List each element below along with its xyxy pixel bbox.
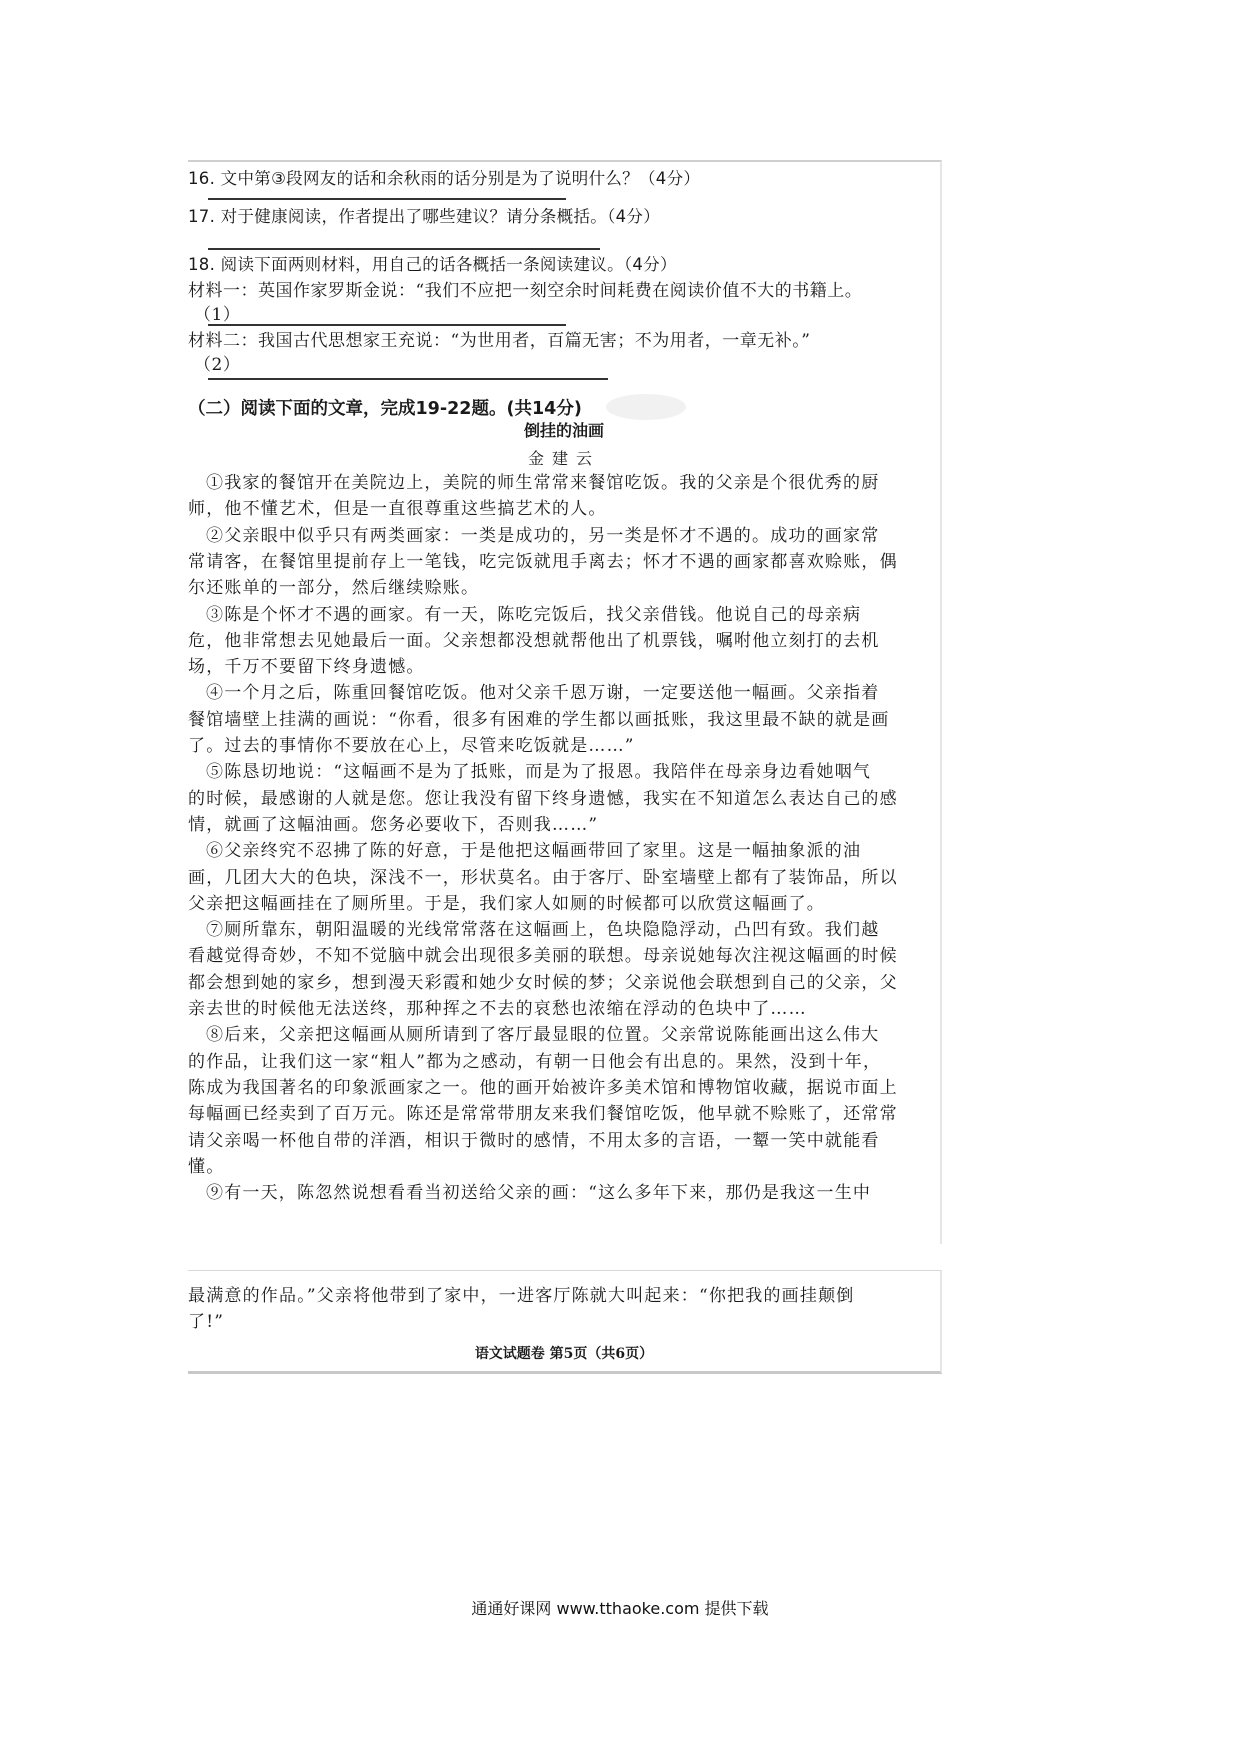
material-one: 材料一：英国作家罗斯金说：“我们不应把一刻空余时间耗费在阅读价值不大的书籍上。	[188, 281, 863, 301]
continued-line: 了!”	[188, 1312, 225, 1332]
article-line: ③陈是个怀才不遇的画家。有一天，陈吃完饭后，找父亲借钱。他说自己的母亲病	[206, 604, 862, 625]
article-line: 场，千万不要留下终身遗憾。	[188, 657, 425, 678]
scan-smudge	[606, 394, 686, 420]
question-17: 17. 对于健康阅读，作者提出了哪些建议？请分条概括。（4分）	[188, 207, 661, 226]
article-line: 父亲把这幅画挂在了厕所里。于是，我们家人如厕的时候都可以欣赏这幅画了。	[188, 893, 825, 914]
article-line: 画，几团大大的色块，深浅不一，形状莫名。由于客厅、卧室墙壁上都有了装饰品，所以	[188, 867, 898, 888]
blank-2-label: （2）	[194, 355, 241, 375]
article-line: ①我家的餐馆开在美院边上，美院的师生常常来餐馆吃饭。我的父亲是个很优秀的厨	[206, 473, 880, 493]
article-author: 金建云	[527, 449, 600, 468]
article-line: 陈成为我国著名的印象派画家之一。他的画开始被许多美术馆和博物馆收藏，据说市面上	[188, 1077, 898, 1098]
article-line: 情，就画了这幅油画。您务必要收下，否则我……”	[188, 814, 599, 835]
exam-page-number: 语文试题卷 第5页（共6页）	[474, 1346, 654, 1362]
article-title: 倒挂的油画	[523, 421, 604, 440]
article-line: 师，他不懂艺术，但是一直很尊重这些搞艺术的人。	[188, 499, 607, 520]
answer-line-18-2	[208, 378, 608, 380]
article-line: 餐馆墙壁上挂满的画说：“你看，很多有困难的学生都以画抵账，我这里最不缺的就是画	[188, 709, 890, 730]
article-line: 懂。	[188, 1156, 225, 1177]
article-line: 了。过去的事情你不要放在心上，尽管来吃饭就是……”	[188, 736, 635, 756]
article-line: ⑥父亲终究不忍拂了陈的好意，于是他把这幅画带回了家里。这是一幅抽象派的油	[206, 841, 862, 862]
continued-line: 最满意的作品。”父亲将他带到了家中，一进客厅陈就大叫起来：“你把我的画挂颠倒	[188, 1286, 855, 1306]
material-two: 材料二：我国古代思想家王充说：“为世用者，百篇无害；不为用者，一章无补。”	[188, 331, 811, 351]
scanned-exam-page	[188, 160, 940, 1362]
article-line: 常请客，在餐馆里提前存上一笔钱，吃完饭就甩手离去；怀才不遇的画家都喜欢赊账，偶	[188, 551, 898, 572]
answer-line-16	[208, 198, 566, 200]
scan-upper-block	[188, 160, 942, 1244]
article-line: 亲去世的时候他无法送终，那种挥之不去的哀愁也浓缩在浮动的色块中了……	[188, 999, 807, 1019]
answer-line-18-1	[208, 324, 566, 326]
article-line: 每幅画已经卖到了百万元。陈还是常常带朋友来我们餐馆吃饭，他早就不赊账了，还常常	[188, 1104, 898, 1125]
article-line: 都会想到她的家乡，想到漫天彩霞和她少女时候的梦；父亲说他会联想到自己的父亲，父	[188, 972, 898, 993]
article-line: ⑤陈恳切地说：“这幅画不是为了抵账，而是为了报恩。我陪伴在母亲身边看她咽气	[206, 762, 872, 783]
article-line: 请父亲喝一杯他自带的洋酒，相识于微时的感情，不用太多的言语，一颦一笑中就能看	[188, 1130, 880, 1151]
article-line: ⑨有一天，陈忽然说想看看当初送给父亲的画：“这么多年下来，那仍是我这一生中	[206, 1183, 872, 1204]
blank-1-label: （1）	[194, 305, 241, 325]
section-heading: （二）阅读下面的文章，完成19-22题。(共14分)	[188, 399, 582, 419]
question-16: 16. 文中第③段网友的话和余秋雨的话分别是为了说明什么？（4分）	[188, 169, 701, 188]
article-line: ②父亲眼中似乎只有两类画家：一类是成功的，另一类是怀才不遇的。成功的画家常	[206, 525, 880, 546]
article-line: 看越觉得奇妙，不知不觉脑中就会出现很多美丽的联想。母亲说她每次注视这幅画的时候	[188, 946, 898, 967]
article-line: 尔还账单的一部分，然后继续赊账。	[188, 578, 480, 599]
article-line: 的作品，让我们这一家“粗人”都为之感动，有朝一日他会有出息的。果然，没到十年，	[188, 1051, 882, 1072]
answer-line-17	[208, 248, 600, 250]
article-line: ⑦厕所靠东，朝阳温暖的光线常常落在这幅画上，色块隐隐浮动，凸凹有致。我们越	[206, 920, 880, 941]
question-18: 18. 阅读下面两则材料，用自己的话各概括一条阅读建议。（4分）	[188, 255, 677, 274]
scan-lower-block	[188, 1270, 942, 1374]
site-footer: 通通好课网 www.tthaoke.com 提供下载	[471, 1599, 769, 1618]
article-line: ④一个月之后，陈重回餐馆吃饭。他对父亲千恩万谢，一定要送他一幅画。父亲指着	[206, 683, 880, 704]
article-line: 危，他非常想去见她最后一面。父亲想都没想就帮他出了机票钱，嘱咐他立刻打的去机	[188, 630, 880, 651]
article-line: 的时候，最感谢的人就是您。您让我没有留下终身遗憾，我实在不知道怎么表达自己的感	[188, 788, 898, 809]
article-line: ⑧后来，父亲把这幅画从厕所请到了客厅最显眼的位置。父亲常说陈能画出这么伟大	[206, 1025, 880, 1046]
